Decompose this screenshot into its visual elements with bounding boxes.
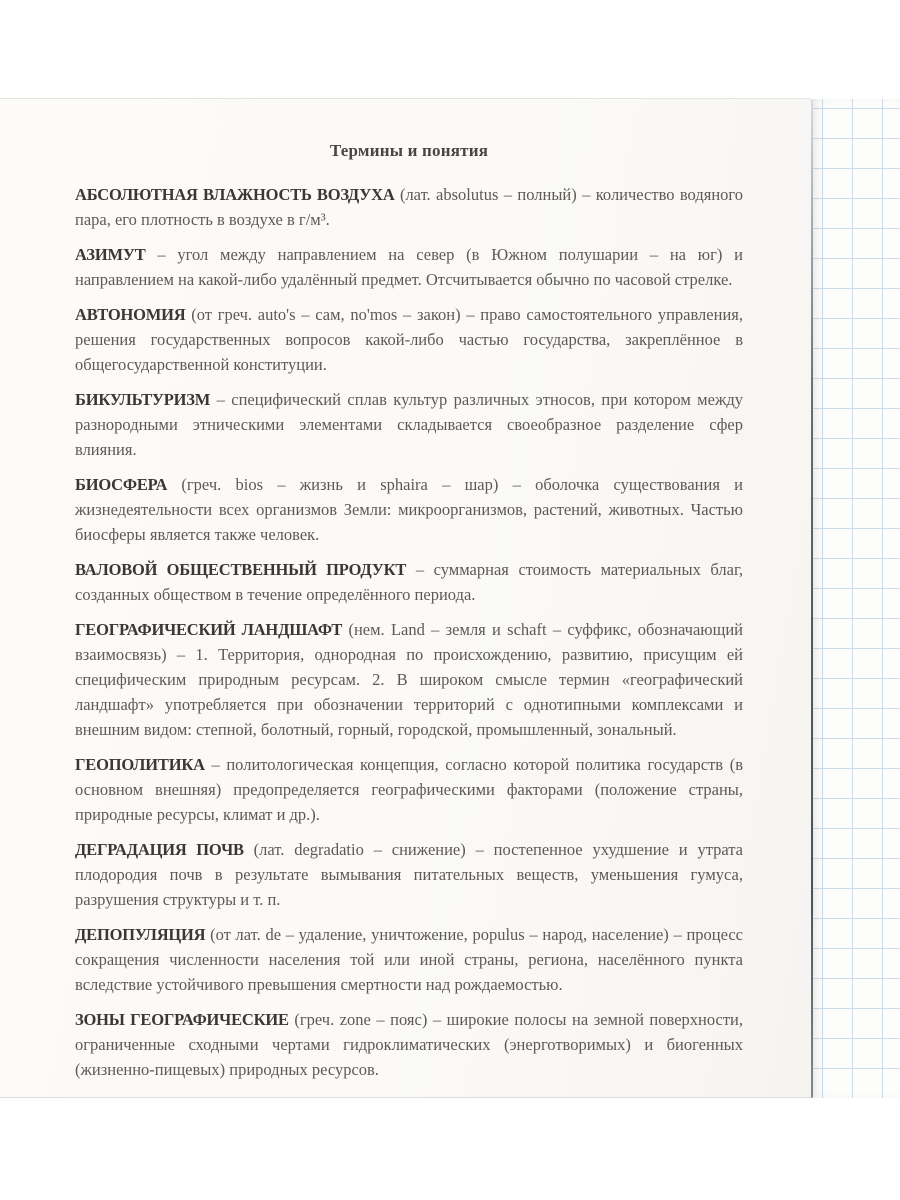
glossary-entry (75, 472, 743, 547)
glossary-entry (75, 242, 743, 292)
glossary-entry (75, 182, 743, 232)
term-headword: ГЕОГРАФИЧЕСКИЙ ЛАНДШАФТ (75, 620, 343, 639)
term-definition: (нем. Land – земля и schaft – суффикс, обозначающий взаимосвязь) – 1. Территория, однородная по происхождению, развитию, присущим ей специфическим природным ресурсам. 2. В широком смысле термин «географический ландшафт» употребляется при обозначении территорий с однотипными комплексами и внешним видом: степной, болотный, горный, городской, промышленный, зональный. (75, 620, 743, 739)
glossary-entry (75, 752, 743, 827)
glossary-entry (75, 557, 743, 607)
term-headword: БИКУЛЬТУРИЗМ (75, 390, 211, 409)
term-definition: – специфический сплав культур различных этносов, при котором между разнородными этническими элементами складывается своеобразное разделение сфер влияния. (75, 390, 743, 459)
term-definition: (лат. absolutus – полный) – количество водяного пара, его плотность в воздухе в г/м³. (75, 185, 744, 229)
term-headword: ЗОНЫ ГЕОГРАФИЧЕСКИЕ (75, 1010, 289, 1029)
glossary-page (0, 98, 811, 1098)
term-definition: (от лат. de – удаление, уничтожение, populus – народ, население) – процесс сокращения численности населения той или иной страны, региона, населённого пункта вследствие устойчивого превышения смертности над рождаемостью. (75, 925, 743, 994)
term-headword: ГЕОПОЛИТИКА (75, 755, 205, 774)
term-headword: АБСОЛЮТНАЯ ВЛАЖНОСТЬ ВОЗДУХА (75, 185, 395, 204)
term-definition: – политологическая концепция, согласно которой политика государств (в основном внешняя) предопределяется географическими факторами (положение страны, природные ресурсы, климат и др.). (75, 755, 743, 824)
term-definition: – угол между направлением на север (в Южном полушарии – на юг) и направлением на какой-либо удалённый предмет. Отсчитывается обычно по часовой стрелке. (75, 245, 743, 289)
term-headword: ДЕГРАДАЦИЯ ПОЧВ (75, 840, 244, 859)
term-definition: (греч. bios – жизнь и sphaira – шар) – оболочка существования и жизнедеятельности всех организмов Земли: микроорганизмов, растений, животных. Частью биосферы является также человек. (75, 475, 743, 544)
term-headword: ВАЛОВОЙ ОБЩЕСТВЕННЫЙ ПРОДУКТ (75, 560, 407, 579)
term-definition: (лат. degradatio – снижение) – постепенное ухудшение и утрата плодородия почв в результате вымывания питательных веществ, уменьшения гумуса, разрушения структуры и т. п. (75, 840, 744, 909)
term-definition: (греч. zone – пояс) – широкие полосы на земной поверхности, ограниченные сходными чертами гидроклиматических (энерготворимых) и биогенных (жизненно-пищевых) природных ресурсов. (75, 1010, 743, 1079)
term-headword: АЗИМУТ (75, 245, 146, 264)
glossary-entry (75, 302, 743, 377)
graph-paper-page (806, 99, 900, 1098)
page-title: Термины и понятия (329, 141, 489, 160)
glossary-entry (75, 1007, 743, 1082)
glossary-entry (75, 837, 743, 912)
glossary-entry (75, 387, 743, 462)
term-headword: ДЕПОПУЛЯЦИЯ (75, 925, 206, 944)
glossary-entry (75, 922, 743, 997)
term-definition: – суммарная стоимость материальных благ, созданных обществом в течение определённого периода. (75, 560, 743, 604)
term-definition: (от греч. auto's – сам, no'mos – закон) – право самостоятельного управления, решения государственных вопросов какой-либо частью государства, закреплённое в общегосударственной конституции. (75, 305, 743, 374)
term-headword: АВТОНОМИЯ (75, 305, 186, 324)
term-headword: БИОСФЕРА (75, 475, 168, 494)
glossary-entry (75, 617, 743, 742)
